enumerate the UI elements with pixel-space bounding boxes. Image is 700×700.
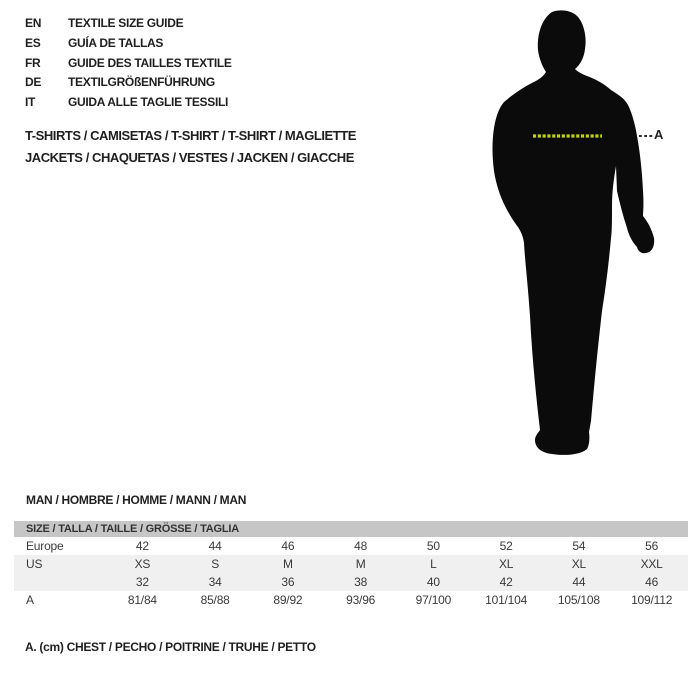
cell-value: M <box>282 557 293 571</box>
cell-value: 48 <box>354 539 368 553</box>
row-label: Europe <box>26 539 64 553</box>
cell-value: 85/88 <box>200 593 230 607</box>
cell-value: 42 <box>499 575 513 589</box>
cell-value: 105/108 <box>557 593 600 607</box>
language-label: GUIDA ALLE TAGLIE TESSILI <box>68 95 229 110</box>
man-silhouette <box>493 10 655 455</box>
cell-value: 44 <box>572 575 586 589</box>
cell-value: 46 <box>645 575 659 589</box>
language-code: ES <box>25 35 41 50</box>
cell-value: 52 <box>499 539 513 553</box>
language-label: GUÍA DE TALLAS <box>68 35 164 50</box>
cell-value: XL <box>498 557 514 571</box>
cell-value: 32 <box>135 575 149 589</box>
cell-value: 34 <box>208 575 222 589</box>
section-title-man: MAN / HOMBRE / HOMME / MANN / MAN <box>26 493 247 507</box>
size-table-header: SIZE / TALLA / TAILLE / GRÖSSE / TAGLIA <box>14 521 688 537</box>
cell-value: 101/104 <box>485 593 528 607</box>
size-table <box>14 521 688 609</box>
table-row-europe <box>14 537 688 555</box>
table-row-us-numeric <box>14 573 688 591</box>
cell-value: L <box>430 557 437 571</box>
measure-label-a: A <box>654 127 664 142</box>
cell-value: 42 <box>135 539 149 553</box>
cell-value: XS <box>134 557 151 571</box>
cell-value: 50 <box>426 539 440 553</box>
chest-footnote: A. (cm) CHEST / PECHO / POITRINE / TRUHE / PETTO <box>25 640 316 654</box>
language-code: FR <box>25 55 41 70</box>
cell-value: 56 <box>645 539 659 553</box>
cell-value: 40 <box>426 575 440 589</box>
cell-value: 46 <box>281 539 295 553</box>
cell-value: 44 <box>208 539 222 553</box>
language-label: TEXTILE SIZE GUIDE <box>68 16 184 30</box>
table-row-chest <box>14 591 688 609</box>
cell-value: XL <box>571 557 587 571</box>
cell-value: 93/96 <box>346 593 376 607</box>
language-code: EN <box>25 16 42 30</box>
cell-value: 36 <box>281 575 295 589</box>
language-label: TEXTILGRÖßENFÜHRUNG <box>68 75 215 90</box>
language-label: GUIDE DES TAILLES TEXTILE <box>68 55 232 70</box>
language-list <box>25 14 232 113</box>
man-silhouette-svg <box>490 5 670 465</box>
cell-value: XXL <box>640 557 663 571</box>
product-categories <box>25 125 356 168</box>
cell-value: 38 <box>354 575 368 589</box>
cell-value: 97/100 <box>415 593 452 607</box>
row-label: A <box>26 593 34 607</box>
cell-value: 81/84 <box>127 593 157 607</box>
language-code: DE <box>25 75 42 90</box>
cell-value: S <box>211 557 220 571</box>
cell-value: M <box>355 557 366 571</box>
row-label: US <box>26 557 43 571</box>
cell-value: 54 <box>572 539 586 553</box>
cell-value: 89/92 <box>273 593 303 607</box>
man-figure <box>490 5 670 465</box>
cell-value: 109/112 <box>631 593 673 607</box>
product-line-tshirts: T-SHIRTS / CAMISETAS / T-SHIRT / T-SHIRT / MAGLIETTE <box>25 128 356 143</box>
product-line-jackets: JACKETS / CHAQUETAS / VESTES / JACKEN / GIACCHE <box>25 149 354 165</box>
table-row-us <box>14 555 688 573</box>
language-code: IT <box>25 95 36 110</box>
